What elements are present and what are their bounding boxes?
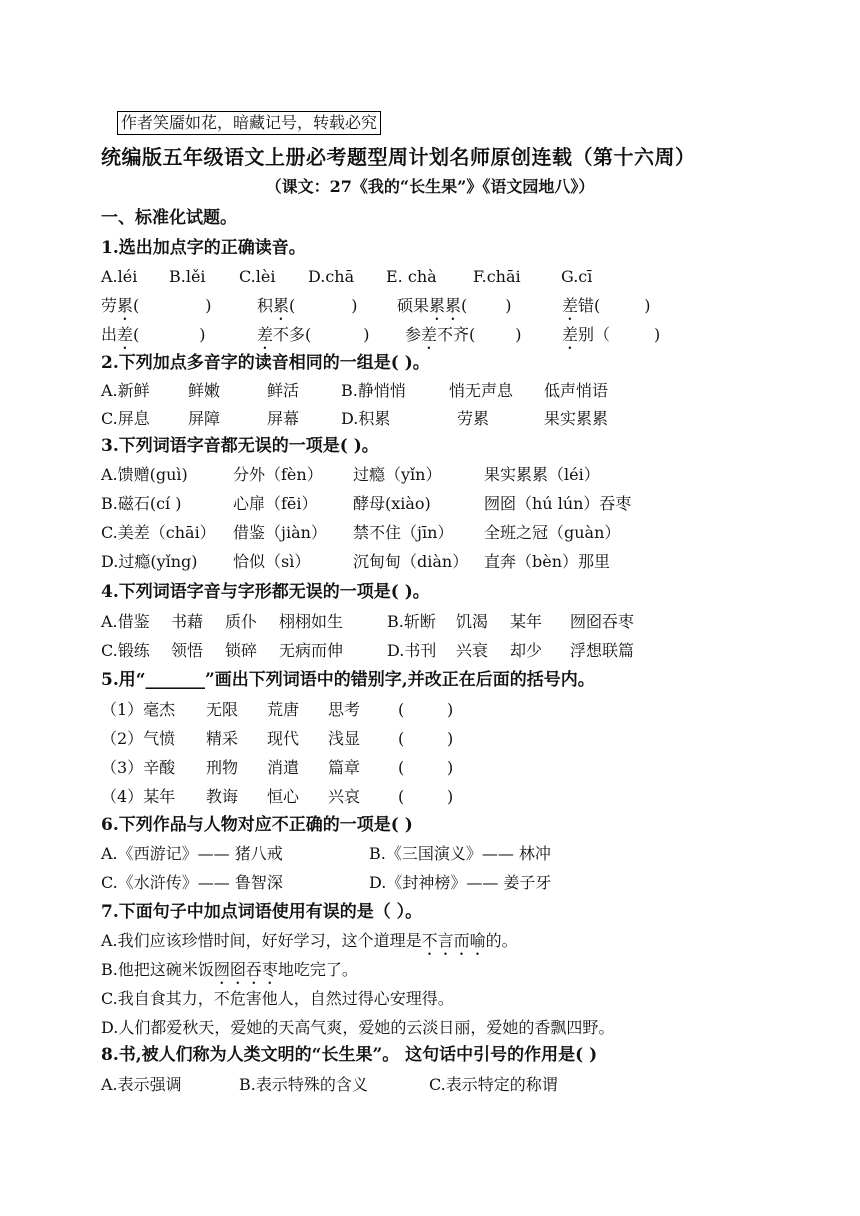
q1-item: 差不多( ) (257, 325, 370, 344)
q5-word: 现代 (267, 729, 300, 748)
q4-option: 栩栩如生 (279, 612, 344, 631)
q3-option: 沉甸甸（diàn） (353, 552, 469, 571)
q5-answer-open: ( (398, 700, 405, 719)
q1-item: 差错( ) (562, 296, 651, 315)
q1-item: 出差( ) (101, 325, 206, 344)
q2-option: 低声悄语 (544, 381, 609, 400)
question-7-option-b: B.他把这碗米饭囫囵吞枣地吃完了。 (101, 960, 358, 979)
q6-option: B.《三国演义》—— 林冲 (369, 844, 551, 863)
q5-word: （3）辛酸 (101, 758, 176, 777)
q5-word: 篇章 (328, 758, 361, 777)
q8-option: A.表示强调 (101, 1075, 182, 1094)
q5-answer-close: ) (447, 787, 454, 806)
q2-option: 鲜活 (267, 381, 300, 400)
q3-option: C.美差（chāi） (101, 523, 216, 542)
question-1-stem: 1.选出加点字的正确读音。 (101, 238, 306, 258)
q2-option: C.屏息 (101, 409, 150, 428)
q3-option: 心扉（fēi） (233, 494, 318, 513)
page-subtitle: （课文：27《我的“长生果”》《语文园地八》） (265, 177, 595, 196)
question-6-stem: 6.下列作品与人物对应不正确的一项是( ) (101, 815, 413, 835)
q8-option: B.表示特殊的含义 (239, 1075, 368, 1094)
q5-word: 精采 (206, 729, 239, 748)
question-7-option-c: C.我自食其力，不危害他人，自然过得心安理得。 (101, 989, 454, 1008)
q4-option: 兴衰 (456, 641, 489, 660)
question-7-option-d: D.人们都爱秋天，爱她的天高气爽，爱她的云淡日丽，爱她的香飘四野。 (101, 1018, 615, 1037)
q3-option: 果实累累（léi） (484, 465, 600, 484)
q5-word: 荒唐 (267, 700, 300, 719)
q3-option: 禁不住（jīn） (353, 523, 454, 542)
q5-word: 思考 (328, 700, 361, 719)
q5-answer-close: ) (447, 758, 454, 777)
q4-option: 囫囵吞枣 (570, 612, 635, 631)
q3-option: 过瘾（yǐn） (353, 465, 442, 484)
q5-word: 恒心 (267, 787, 300, 806)
question-8-stem: 8.书,被人们称为人类文明的“长生果”。 这句话中引号的作用是( ) (101, 1045, 598, 1065)
page-title: 统编版五年级语文上册必考题型周计划名师原创连载（第十六周） (101, 145, 696, 169)
question-5-stem: 5.用“_______”画出下列词语中的错别字,并改正在后面的括号内。 (101, 670, 595, 690)
q5-answer-open: ( (398, 729, 405, 748)
q4-option: 却少 (510, 641, 543, 660)
q5-word: （1）毫杰 (101, 700, 176, 719)
q2-option: 鲜嫩 (188, 381, 221, 400)
q3-option: 酵母(xiào) (353, 494, 431, 513)
q5-word: 刑物 (206, 758, 239, 777)
q2-option: D.积累 (341, 409, 391, 428)
q2-option: 悄无声息 (449, 381, 514, 400)
q4-option: 质仆 (225, 612, 258, 631)
q4-option: C.锻练 (101, 641, 150, 660)
q3-option: 分外（fèn） (233, 465, 323, 484)
q1-option: A.léi (101, 267, 138, 286)
q5-word: 教诲 (206, 787, 239, 806)
q1-option: B.lěi (169, 267, 206, 286)
q4-option: D.书刊 (387, 641, 437, 660)
q3-option: 恰似（sì） (233, 552, 311, 571)
q2-option: 果实累累 (544, 409, 609, 428)
q4-option: 无病而伸 (279, 641, 344, 660)
q1-item: 差别（ ) (562, 325, 661, 344)
section-heading: 一、标准化试题。 (101, 208, 237, 228)
q5-answer-open: ( (398, 758, 405, 777)
q4-option: B.斩断 (387, 612, 436, 631)
q5-word: 无限 (206, 700, 239, 719)
q5-word: （4）某年 (101, 787, 176, 806)
q3-option: 借鉴（jiàn） (233, 523, 327, 542)
q4-option: 领悟 (171, 641, 204, 660)
q2-option: 劳累 (457, 409, 490, 428)
q5-word: （2）气愤 (101, 729, 176, 748)
q5-word: 消遣 (267, 758, 300, 777)
q1-item: 积累( ) (257, 296, 358, 315)
q8-option: C.表示特定的称谓 (429, 1075, 558, 1094)
q5-word: 兴哀 (328, 787, 361, 806)
question-7-stem: 7.下面句子中加点词语使用有误的是（ ）。 (101, 902, 423, 922)
q3-option: 囫囵（hú lún）吞枣 (484, 494, 632, 513)
q3-option: 全班之冠（guàn） (484, 523, 621, 542)
question-3-stem: 3.下列词语字音都无误的一项是( )。 (101, 436, 379, 456)
q6-option: A.《西游记》—— 猪八戒 (101, 844, 283, 863)
q4-option: 书藉 (171, 612, 204, 631)
q4-option: A.借鉴 (101, 612, 150, 631)
q6-option: D.《封神榜》—— 姜子牙 (369, 873, 552, 892)
q3-option: B.磁石(cí ) (101, 494, 182, 513)
q1-item: 参差不齐( ) (405, 325, 522, 344)
q3-option: 直奔（bèn）那里 (484, 552, 611, 571)
q1-option: D.chā (308, 267, 355, 286)
q1-item: 硕果累累( ) (397, 296, 512, 315)
q5-answer-close: ) (447, 700, 454, 719)
copyright-stamp: 作者笑靥如花，暗藏记号，转载必究 (117, 111, 381, 135)
q3-option: D.过瘾(yǐng) (101, 552, 198, 571)
q4-option: 饥渴 (456, 612, 489, 631)
q2-option: A.新鲜 (101, 381, 150, 400)
question-7-option-a: A.我们应该珍惜时间，好好学习，这个道理是不言而喻的。 (101, 931, 518, 950)
q6-option: C.《水浒传》—— 鲁智深 (101, 873, 283, 892)
q5-answer-open: ( (398, 787, 405, 806)
q2-option: 屏障 (188, 409, 221, 428)
q4-option: 锁碎 (225, 641, 258, 660)
q5-answer-close: ) (447, 729, 454, 748)
q1-option: E. chà (386, 267, 437, 286)
q2-option: 屏幕 (267, 409, 300, 428)
q1-option: F.chāi (473, 267, 521, 286)
q5-word: 浅显 (328, 729, 361, 748)
q1-option: C.lèi (239, 267, 276, 286)
question-4-stem: 4.下列词语字音与字形都无误的一项是( )。 (101, 582, 430, 602)
q2-option: B.静悄悄 (341, 381, 406, 400)
q1-option: G.cī (561, 267, 593, 286)
q4-option: 浮想联篇 (570, 641, 635, 660)
q1-item: 劳累( ) (101, 296, 212, 315)
q4-option: 某年 (510, 612, 543, 631)
q3-option: A.馈赠(guì) (101, 465, 188, 484)
question-2-stem: 2.下列加点多音字的读音相同的一组是( )。 (101, 353, 430, 373)
